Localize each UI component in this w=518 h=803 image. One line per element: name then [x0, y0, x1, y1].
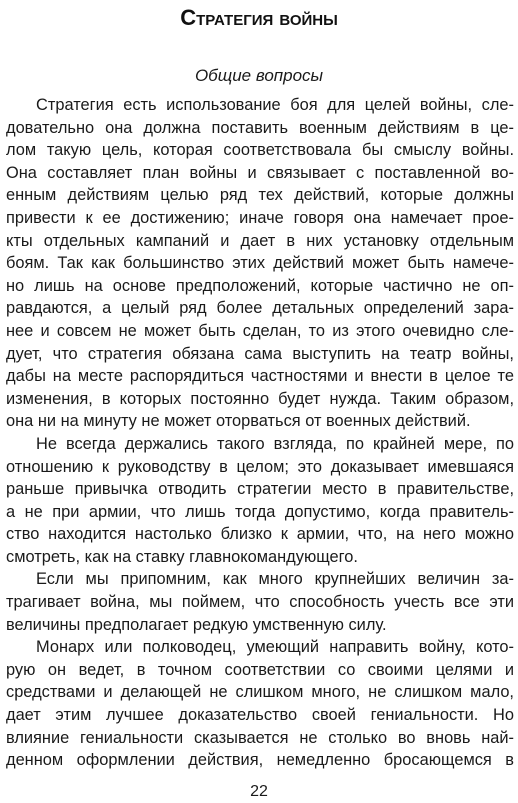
paragraph-line: Монарх или полководец, умеющий направить войну, кото-	[36, 638, 514, 657]
paragraph-line: боям. Так как большинство этих действий может быть намече-	[6, 254, 514, 273]
paragraph-line: Стратегия есть использование боя для целей войны, сле-	[36, 96, 514, 114]
paragraph-line: но лишь на основе предположений, которые частично не оп-	[6, 276, 514, 295]
paragraph-line: Если мы припомним, как много крупнейших величин за-	[36, 570, 514, 589]
paragraph-line: довательно она должна поставить военным действиям в це-	[6, 118, 514, 137]
paragraph-line: денном оформлении действия, немедленно бросающемся в	[6, 751, 514, 770]
paragraph-line: ство находится настолько близко к армии, что, на него можно	[6, 525, 514, 544]
paragraph-line: средствами и делающей не слишком много, не слишком мало,	[6, 683, 514, 702]
paragraph-line: лом такую цель, которая соответствовала бы смыслу войны.	[6, 141, 514, 160]
paragraph-line: равдаются, а целый ряд более детальных определений зара-	[6, 299, 514, 318]
paragraph-line: трагивает война, мы поймем, что способность учесть все эти	[6, 593, 514, 612]
paragraph-line: дает этим лучшее доказательство своей гениальности. Но	[6, 706, 514, 725]
paragraph-line: величины предполагает редкую умственную силу.	[6, 615, 387, 634]
paragraph-line: кты отдельных кампаний и дает в них установку отдельным	[6, 231, 514, 250]
paragraph-line: дабы на месте распорядиться частностями и внести в целое те	[6, 367, 514, 386]
paragraph-line: привести к ее достижению; иначе говоря она намечает прое-	[6, 208, 514, 227]
page-number: 22	[250, 783, 268, 800]
paragraph-line: енным действиям целью ряд тех действий, которые должны	[6, 186, 514, 205]
body-text	[6, 94, 514, 772]
paragraph-line: рую он ведет, в точном соответствии со своими целями и	[6, 660, 514, 679]
paragraph-line: изменения, в которых постоянно будет нужда. Таким образом,	[6, 389, 514, 408]
paragraph-line: раньше привычка отводить стратегии место в правительстве,	[6, 480, 514, 499]
paragraph-line: а не при армии, что лишь тогда допустимо, когда правитель-	[6, 502, 514, 521]
paragraph-line: Не всегда держались такого взгляда, по крайней мере, по	[36, 434, 514, 453]
paragraph-line: смотреть, как на ставку главнокомандующего.	[6, 547, 358, 566]
section-title: Общие вопросы	[194, 66, 324, 85]
paragraph-line: нее и совсем не может быть сделан, то из этого очевидно сле-	[6, 321, 514, 340]
paragraph-line: отношению к руководству в целом; это доказывает имевшаяся	[6, 457, 514, 476]
paragraph-line: она ни на минуту не может оторваться от военных действий.	[6, 412, 471, 431]
running-header-title: Стратегия войны	[180, 5, 338, 30]
paragraph-line: Она составляет план войны и связывает с поставленной во-	[6, 163, 514, 182]
paragraph-line: дует, что стратегия обязана сама выступить на театр войны,	[6, 344, 514, 363]
paragraph-line: влияние гениальности сказывается не столько во вновь най-	[6, 728, 514, 747]
